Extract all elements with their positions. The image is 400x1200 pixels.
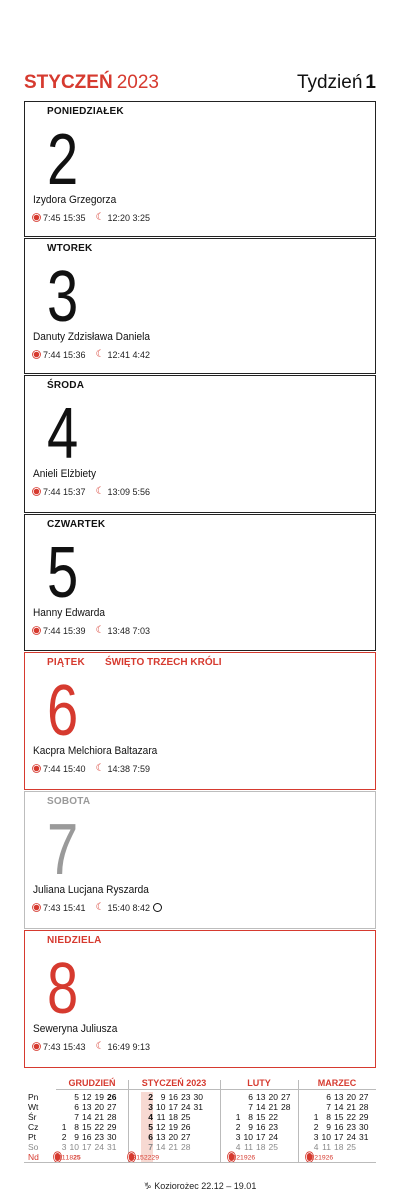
calendar-day-cell [228,1092,241,1102]
day-card-thursday [24,514,376,651]
moon-icon: ☾ [95,1041,105,1052]
day-number: 5 [47,533,79,613]
calendar-day-cell [306,1102,319,1112]
astro-times [33,486,150,497]
calendar-day-cell: 27 [107,1102,117,1112]
calendar-day-cell: 18 [168,1112,178,1122]
moon-times: 12:20 3:25 [107,212,151,223]
moon-icon: ☾ [95,349,105,360]
calendar-week-row [228,1122,291,1132]
sun-times: 7:43 15:43 [43,1041,86,1052]
calendar-day-cell: 5 [148,1122,153,1132]
calendar-week-row [228,1153,256,1161]
calendar-week-row [306,1153,334,1161]
zodiac-text: Koziorożec 22.12 – 19.01 [154,1181,257,1191]
calendar-day-cell: 9 [248,1122,253,1132]
calendar-week-row [306,1092,369,1102]
day-card-saturday [24,791,376,929]
calendar-day-cell: 3 [148,1102,153,1112]
astro-times [33,763,150,774]
calendar-day-cell: 16 [168,1092,178,1102]
calendar-day-cell: 1 [313,1112,319,1122]
calendar-day-cell: 24 [346,1132,356,1142]
week-label: Tydzień [296,72,363,93]
weekday-label: Wt [28,1102,39,1112]
calendar-day-cell: 14 [82,1112,92,1122]
calendar-day-cell: 28 [107,1112,117,1122]
calendar-day-cell: 28 [359,1102,369,1112]
sun-times: 7:44 15:40 [43,763,86,774]
month-header-february: LUTY [220,1078,298,1090]
calendar-day-cell: 6 [326,1092,331,1102]
calendar-day-cell: 20 [346,1092,356,1102]
calendar-day-cell: 25 [181,1112,191,1122]
calendar-day-cell: 14 [334,1102,344,1112]
calendar-day-cell: 14 [156,1142,166,1152]
calendar-day-cell: 7 [148,1142,153,1152]
calendar-day-cell: 22 [346,1112,356,1122]
calendar-day-cell: 23 [94,1132,104,1142]
calendar-day-cell: 19 [94,1092,104,1102]
calendar-day-cell: 26 [181,1122,191,1132]
sun-icon [34,352,40,358]
weekday-label: So [28,1142,39,1152]
calendar-day-cell: 28 [181,1142,191,1152]
sun-times: 7:45 15:35 [43,212,86,223]
week-number: 1 [365,72,376,93]
month-title [24,72,159,94]
calendar-day-cell [128,1132,141,1142]
calendar-day-cell [356,1142,369,1152]
day-card-wednesday [24,375,376,513]
day-card-tuesday [24,238,376,374]
zodiac-footer [0,1181,400,1192]
calendar-day-cell: 13 [156,1132,166,1142]
sun-icon [34,628,40,634]
day-number: 3 [47,257,79,337]
calendar-day-cell: 7 [326,1102,331,1112]
calendar-day-cell: 27 [181,1132,191,1142]
calendar-week-row [228,1112,291,1122]
calendar-day-cell: 17 [256,1132,266,1142]
calendar-day-cell: 4 [54,1153,59,1161]
calendar-week-row [128,1092,203,1102]
calendar-day-cell: 5 [306,1153,311,1161]
moon-times: 13:48 7:03 [107,625,151,636]
calendar-day-cell: 7 [248,1102,253,1112]
calendar-day-cell: 15 [136,1153,144,1161]
sun-times: 7:44 15:36 [43,349,86,360]
calendar-day-cell [278,1122,291,1132]
name-days: Hanny Edwarda [33,607,106,619]
moon-icon: ☾ [95,625,105,636]
day-number: 2 [47,120,79,200]
weekday-labels [28,1092,48,1162]
calendar-day-cell: 12 [156,1122,166,1132]
month-header-march: MARZEC [298,1078,376,1090]
moon-icon: ☾ [95,212,105,223]
month-grid-february [228,1092,291,1162]
calendar-day-cell: 25 [268,1142,278,1152]
moon-times: 15:40 8:42 [107,902,151,913]
calendar-day-cell: 23 [346,1122,356,1132]
calendar-day-cell: 31 [107,1142,117,1152]
calendar-day-cell [191,1142,204,1152]
name-days: Seweryna Juliusza [33,1023,118,1035]
calendar-day-cell: 6 [148,1132,153,1142]
calendar-week-row [306,1122,369,1132]
calendar-day-cell: 15 [256,1112,266,1122]
calendar-day-cell: 12 [82,1092,92,1102]
calendar-day-cell: 2 [148,1092,153,1102]
calendar-day-cell [54,1112,67,1122]
calendar-week-row [306,1142,369,1152]
calendar-day-cell: 25 [346,1142,356,1152]
calendar-week-row [306,1102,369,1112]
new-moon-icon [153,903,162,912]
weekday-label: Śr [28,1112,37,1122]
calendar-day-cell: 13 [334,1092,344,1102]
calendar-day-cell: 27 [359,1092,369,1102]
calendar-day-cell: 15 [82,1122,92,1132]
calendar-day-cell: 2 [61,1132,67,1142]
calendar-day-cell [278,1112,291,1122]
calendar-week-row [128,1122,203,1132]
calendar-day-cell: 5 [228,1153,233,1161]
calendar-day-cell: 19 [240,1153,248,1161]
day-number: 8 [47,949,79,1029]
sun-times: 7:43 15:41 [43,902,86,913]
month-header-december: GRUDZIEŃ [56,1078,128,1090]
sun-icon [34,215,40,221]
calendar-day-cell: 17 [82,1142,92,1152]
calendar-day-cell: 22 [268,1112,278,1122]
month-name: STYCZEŃ [24,72,113,93]
week-indicator [297,72,376,94]
divider [298,1080,299,1162]
calendar-day-cell: 13 [82,1102,92,1112]
calendar-day-cell: 15 [334,1112,344,1122]
moon-times: 14:38 7:59 [107,763,151,774]
month-grid-march [306,1092,369,1162]
day-number: 7 [47,810,79,890]
calendar-day-cell: 19 [318,1153,326,1161]
calendar-week-row [54,1142,117,1152]
calendar-day-cell: 13 [256,1092,266,1102]
calendar-day-cell: 5 [74,1092,79,1102]
calendar-day-cell: 2 [313,1122,319,1132]
month-grid-december [54,1092,117,1162]
calendar-week-row [128,1132,203,1142]
calendar-day-cell: 10 [69,1142,79,1152]
calendar-day-cell: 9 [326,1122,331,1132]
calendar-day-cell [54,1092,67,1102]
calendar-day-cell: 16 [82,1132,92,1142]
moon-times: 16:49 9:13 [107,1041,151,1052]
calendar-day-cell [128,1102,141,1112]
day-number: 6 [47,671,79,751]
moon-icon: ☾ [95,763,105,774]
calendar-day-cell [54,1102,67,1112]
capricorn-icon: ♑ [143,1181,152,1191]
calendar-day-cell: 19 [168,1122,178,1132]
day-name: PIĄTEK [47,657,85,668]
weekday-label: Pt [28,1132,37,1142]
calendar-day-cell: 10 [156,1102,166,1112]
calendar-day-cell: 29 [107,1122,117,1132]
calendar-day-cell: 25 [73,1153,81,1161]
calendar-day-cell: 27 [281,1092,291,1102]
calendar-day-cell: 29 [359,1112,369,1122]
calendar-header [24,72,376,96]
calendar-day-cell: 24 [268,1132,278,1142]
calendar-day-cell: 4 [313,1142,319,1152]
day-name: ŚRODA [47,380,85,391]
calendar-day-cell: 18 [334,1142,344,1152]
calendar-day-cell [128,1112,141,1122]
calendar-day-cell: 1 [128,1153,133,1161]
calendar-day-cell: 6 [74,1102,79,1112]
day-card-friday [24,652,376,790]
name-days: Izydora Grzegorza [33,194,117,206]
name-days: Kacpra Melchiora Baltazara [33,745,158,757]
calendar-day-cell: 14 [256,1102,266,1112]
calendar-day-cell: 18 [65,1153,74,1161]
calendar-day-cell: 30 [359,1122,369,1132]
calendar-week-row [128,1142,203,1152]
calendar-week-row [54,1092,117,1102]
calendar-day-cell: 20 [94,1102,104,1112]
sun-icon [34,1044,40,1050]
calendar-day-cell: 22 [143,1153,152,1161]
month-grid-january [128,1092,203,1162]
calendar-day-cell: 4 [148,1112,153,1122]
calendar-day-cell: 29 [151,1153,159,1161]
calendar-day-cell: 10 [321,1132,331,1142]
calendar-day-cell: 26 [107,1092,117,1102]
month-year: 2023 [116,72,159,93]
calendar-week-row [228,1102,291,1112]
day-name: PONIEDZIAŁEK [47,106,124,117]
day-name: CZWARTEK [47,519,106,530]
calendar-day-cell: 28 [281,1102,291,1112]
calendar-day-cell [128,1092,141,1102]
calendar-day-cell: 21 [94,1112,104,1122]
moon-icon: ☾ [95,902,105,913]
name-days: Anieli Elżbiety [33,468,97,480]
month-header-january: STYCZEŃ 2023 [128,1078,220,1090]
calendar-week-row [54,1122,117,1132]
calendar-week-row [54,1132,117,1142]
calendar-day-cell: 8 [74,1122,79,1132]
calendar-day-cell: 9 [160,1092,166,1102]
calendar-day-cell: 30 [193,1092,203,1102]
calendar-day-cell: 24 [181,1102,191,1112]
sun-icon [34,905,40,911]
day-card-sunday [24,930,376,1068]
calendar-week-row [306,1132,369,1142]
calendar-day-cell: 3 [61,1142,67,1152]
calendar-day-cell: 12 [232,1153,241,1161]
calendar-day-cell: 3 [313,1132,319,1142]
calendar-day-cell [191,1112,204,1122]
moon-times: 13:09 5:56 [107,486,151,497]
calendar-day-cell: 11 [58,1153,66,1161]
calendar-day-cell: 31 [193,1102,203,1112]
calendar-week-row [228,1142,291,1152]
weekday-label: Cz [28,1122,39,1132]
calendar-week-row [128,1102,203,1112]
day-number: 4 [47,394,79,474]
calendar-week-row [228,1132,291,1142]
name-days: Juliana Lucjana Ryszarda [33,884,149,896]
calendar-day-cell: 20 [268,1092,278,1102]
calendar-day-cell: 17 [334,1132,344,1142]
calendar-day-cell: 9 [74,1132,79,1142]
calendar-day-cell: 11 [322,1142,331,1152]
sun-icon [34,766,40,772]
weekday-label: Pn [28,1092,39,1102]
day-card-monday [24,101,376,237]
calendar-day-cell: 7 [74,1112,79,1122]
calendar-day-cell [128,1122,141,1132]
calendar-day-cell [128,1142,141,1152]
calendar-week-row [54,1102,117,1112]
calendar-day-cell: 8 [326,1112,331,1122]
calendar-week-row [54,1153,81,1161]
calendar-day-cell: 12 [310,1153,319,1161]
divider [220,1080,221,1162]
calendar-day-cell [278,1142,291,1152]
astro-times [33,625,150,636]
astro-times [33,349,150,360]
sun-times: 7:44 15:39 [43,625,86,636]
calendar-day-cell: 24 [94,1142,104,1152]
name-days: Danuty Zdzisława Daniela [33,331,150,343]
calendar-day-cell: 21 [346,1102,356,1112]
calendar-day-cell: 1 [61,1122,67,1132]
calendar-week-row [306,1112,369,1122]
calendar-day-cell: 23 [181,1092,191,1102]
calendar-day-cell [191,1132,204,1142]
astro-times [33,1041,150,1052]
calendar-day-cell: 26 [247,1153,256,1161]
astro-times [33,902,162,913]
sun-icon [34,489,40,495]
moon-icon: ☾ [95,486,105,497]
calendar-day-cell: 11 [244,1142,253,1152]
calendar-week-row [128,1153,159,1161]
calendar-day-cell: 4 [235,1142,241,1152]
calendar-day-cell: 10 [243,1132,253,1142]
calendar-day-cell: 26 [325,1153,334,1161]
calendar-day-cell: 11 [156,1112,166,1122]
calendar-day-cell: 8 [248,1112,253,1122]
calendar-day-cell: 30 [107,1132,117,1142]
day-name: NIEDZIELA [47,935,102,946]
calendar-day-cell: 8 [132,1153,137,1161]
calendar-day-cell [228,1102,241,1112]
calendar-day-cell: 20 [168,1132,178,1142]
calendar-day-cell: 21 [168,1142,178,1152]
calendar-day-cell: 6 [248,1092,253,1102]
sun-times: 7:44 15:37 [43,486,86,497]
mini-calendar [24,1078,376,1172]
calendar-day-cell: 17 [168,1102,178,1112]
calendar-day-cell: 18 [256,1142,266,1152]
calendar-day-cell: 1 [235,1112,241,1122]
calendar-day-cell [278,1132,291,1142]
astro-times [33,212,150,223]
calendar-week-row [228,1092,291,1102]
calendar-day-cell [306,1092,319,1102]
calendar-day-cell: 21 [268,1102,278,1112]
moon-times: 12:41 4:42 [107,349,151,360]
calendar-day-cell: 31 [359,1132,369,1142]
day-name: SOBOTA [47,796,91,807]
mini-calendar-bottom-rule [24,1162,376,1163]
calendar-day-cell: 22 [94,1122,104,1132]
day-name: WTOREK [47,243,93,254]
calendar-week-row [54,1112,117,1122]
calendar-day-cell: 23 [268,1122,278,1132]
calendar-day-cell: 3 [235,1132,241,1142]
holiday-label: ŚWIĘTO TRZECH KRÓLI [105,657,222,668]
calendar-day-cell: 2 [235,1122,241,1132]
weekday-label: Nd [28,1152,39,1162]
calendar-day-cell: 16 [256,1122,266,1132]
calendar-day-cell [191,1122,204,1132]
calendar-day-cell: 16 [334,1122,344,1132]
calendar-week-row [128,1112,203,1122]
